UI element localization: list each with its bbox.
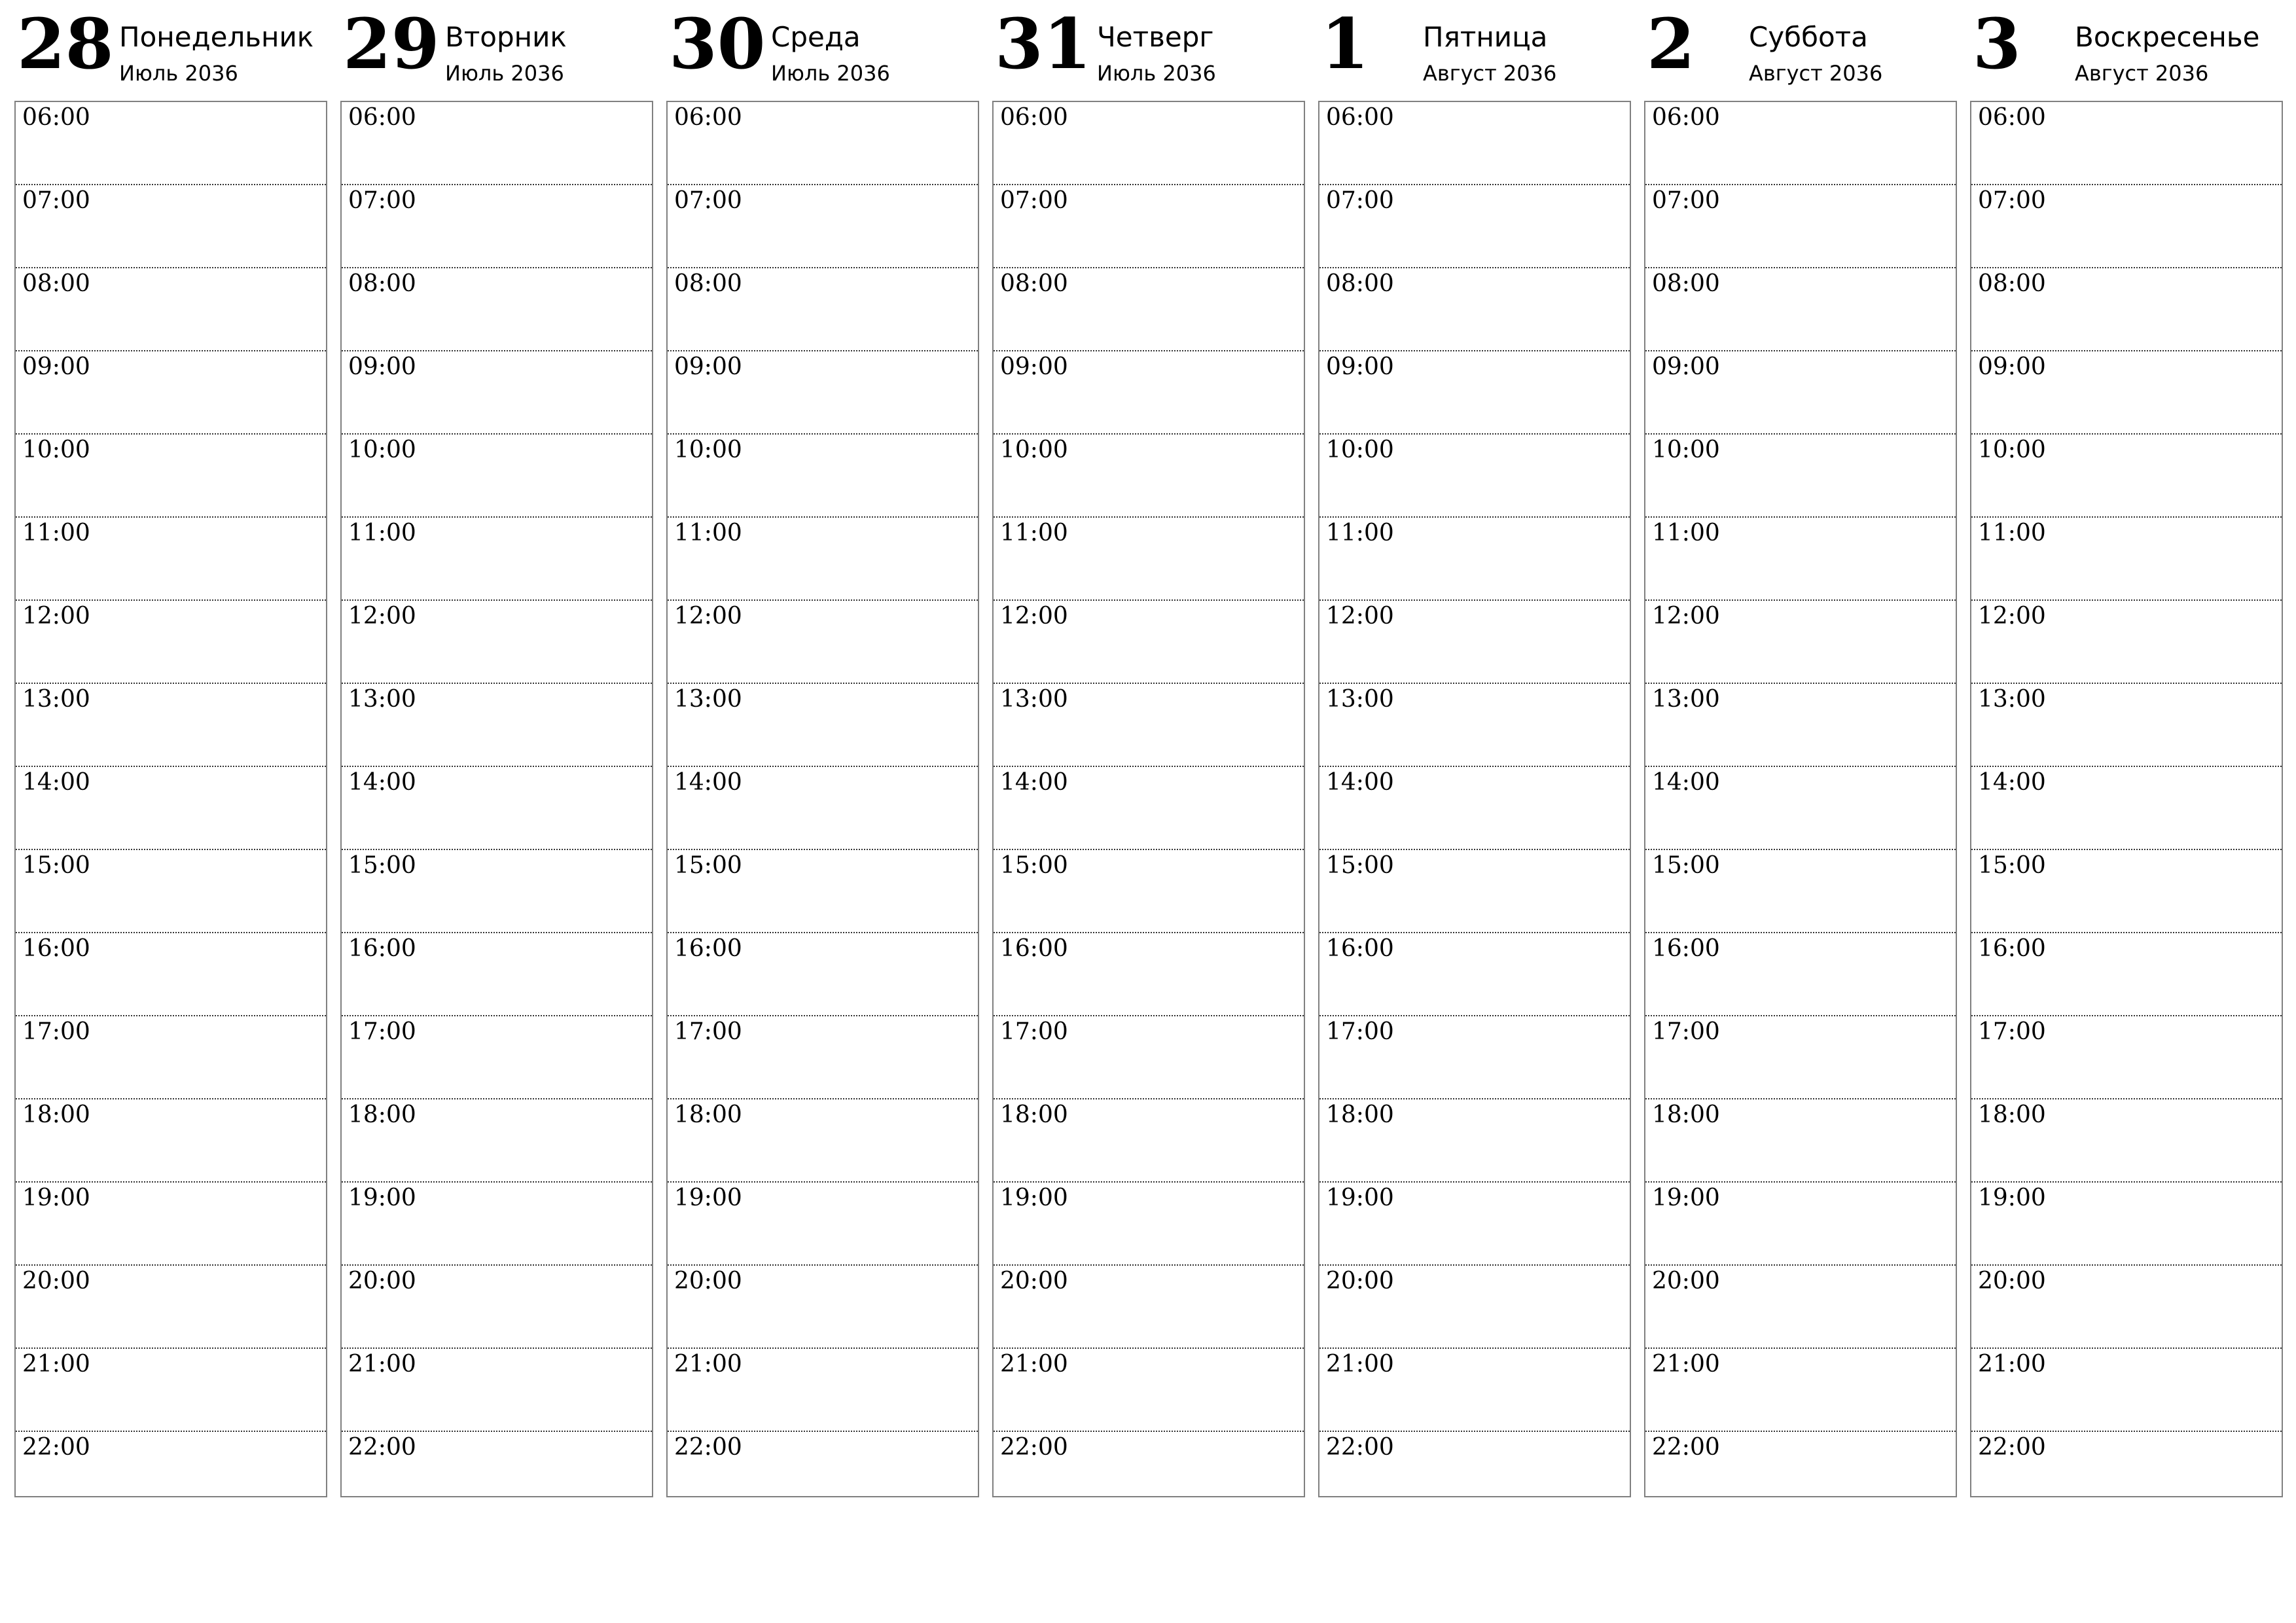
- time-label: 12:00: [1000, 603, 1068, 630]
- time-label: 13:00: [1000, 686, 1068, 713]
- time-label: 14:00: [674, 769, 742, 796]
- time-label: 09:00: [1000, 353, 1068, 380]
- time-label: 10:00: [1326, 437, 1394, 463]
- time-label: 22:00: [1652, 1434, 1720, 1461]
- time-slot[interactable]: [1645, 435, 1956, 518]
- time-label: 16:00: [1326, 935, 1394, 962]
- time-slot[interactable]: [1319, 1432, 1630, 1514]
- time-label: 20:00: [1000, 1268, 1068, 1294]
- time-label: 11:00: [1652, 520, 1720, 546]
- time-label: 07:00: [22, 187, 90, 214]
- day-schedule-box: [340, 101, 653, 1497]
- time-label: 06:00: [1000, 104, 1068, 131]
- time-label: 22:00: [674, 1434, 742, 1461]
- time-slot[interactable]: [668, 1099, 978, 1183]
- time-slot[interactable]: [342, 1016, 652, 1099]
- time-slot[interactable]: [16, 1266, 326, 1349]
- time-slot[interactable]: [1971, 518, 2282, 601]
- time-label: 11:00: [674, 520, 742, 546]
- time-slot[interactable]: [994, 1099, 1304, 1183]
- time-slot[interactable]: [1319, 684, 1630, 767]
- time-slot[interactable]: [342, 1183, 652, 1266]
- time-slot[interactable]: [1971, 1016, 2282, 1099]
- time-label: 12:00: [348, 603, 416, 630]
- time-label: 06:00: [348, 104, 416, 131]
- time-label: 14:00: [1978, 769, 2046, 796]
- time-slot[interactable]: [994, 435, 1304, 518]
- time-label: 18:00: [348, 1101, 416, 1128]
- time-label: 20:00: [1652, 1268, 1720, 1294]
- time-slot[interactable]: [1645, 1432, 1956, 1514]
- time-label: 20:00: [1978, 1268, 2046, 1294]
- time-slot[interactable]: [668, 351, 978, 435]
- time-slot[interactable]: [16, 850, 326, 933]
- time-slot[interactable]: [342, 518, 652, 601]
- time-label: 06:00: [1978, 104, 2046, 131]
- time-slot[interactable]: [342, 1349, 652, 1432]
- time-slot[interactable]: [16, 1099, 326, 1183]
- time-slot[interactable]: [1645, 767, 1956, 850]
- time-label: 08:00: [1000, 270, 1068, 297]
- time-label: 12:00: [674, 603, 742, 630]
- day-number: 30: [669, 3, 766, 84]
- time-slot[interactable]: [342, 850, 652, 933]
- time-slot[interactable]: [16, 1349, 326, 1432]
- time-slot[interactable]: [16, 601, 326, 684]
- time-label: 09:00: [1978, 353, 2046, 380]
- time-slot[interactable]: [1319, 1349, 1630, 1432]
- time-slot[interactable]: [1645, 1099, 1956, 1183]
- day-schedule-box: [1970, 101, 2283, 1497]
- month-year: Июль 2036: [1097, 61, 1216, 86]
- time-slot[interactable]: [1645, 850, 1956, 933]
- time-label: 16:00: [1978, 935, 2046, 962]
- time-slot[interactable]: [668, 185, 978, 268]
- time-label: 21:00: [1326, 1351, 1394, 1378]
- time-slot[interactable]: [668, 933, 978, 1016]
- time-label: 20:00: [674, 1268, 742, 1294]
- time-label: 15:00: [348, 852, 416, 879]
- time-label: 10:00: [348, 437, 416, 463]
- day-header: [666, 0, 979, 101]
- time-slot[interactable]: [668, 1183, 978, 1266]
- day-column: [992, 0, 1305, 1461]
- time-label: 15:00: [674, 852, 742, 879]
- time-slot[interactable]: [668, 850, 978, 933]
- day-header: [340, 0, 653, 101]
- time-label: 13:00: [1326, 686, 1394, 713]
- time-slot[interactable]: [1319, 850, 1630, 933]
- time-label: 16:00: [1000, 935, 1068, 962]
- day-header: [1318, 0, 1631, 101]
- time-label: 06:00: [1326, 104, 1394, 131]
- time-slot[interactable]: [994, 518, 1304, 601]
- time-label: 06:00: [22, 104, 90, 131]
- time-slot[interactable]: [1319, 435, 1630, 518]
- time-slot[interactable]: [1645, 1349, 1956, 1432]
- time-slot[interactable]: [1645, 268, 1956, 351]
- time-slot[interactable]: [16, 684, 326, 767]
- month-year: Август 2036: [1749, 61, 1883, 86]
- time-slot[interactable]: [994, 601, 1304, 684]
- time-slot[interactable]: [1319, 102, 1630, 185]
- day-number: 31: [995, 3, 1092, 84]
- month-year: Июль 2036: [119, 61, 238, 86]
- day-column: [1318, 0, 1631, 1461]
- time-label: 08:00: [1326, 270, 1394, 297]
- time-slot[interactable]: [1319, 185, 1630, 268]
- time-label: 07:00: [674, 187, 742, 214]
- time-label: 19:00: [1000, 1185, 1068, 1211]
- day-schedule-box: [666, 101, 979, 1497]
- time-slot[interactable]: [342, 268, 652, 351]
- time-label: 21:00: [348, 1351, 416, 1378]
- time-slot[interactable]: [16, 1432, 326, 1514]
- time-slot[interactable]: [994, 1432, 1304, 1514]
- time-slot[interactable]: [1645, 351, 1956, 435]
- time-slot[interactable]: [1971, 351, 2282, 435]
- day-name: Суббота: [1749, 21, 1868, 53]
- time-label: 09:00: [1652, 353, 1720, 380]
- time-label: 11:00: [22, 520, 90, 546]
- time-slot[interactable]: [1319, 1099, 1630, 1183]
- time-label: 18:00: [22, 1101, 90, 1128]
- day-name: Вторник: [445, 21, 567, 53]
- time-label: 10:00: [1000, 437, 1068, 463]
- time-slot[interactable]: [342, 1266, 652, 1349]
- time-label: 13:00: [1652, 686, 1720, 713]
- time-slot[interactable]: [668, 767, 978, 850]
- time-label: 14:00: [22, 769, 90, 796]
- time-slot[interactable]: [16, 351, 326, 435]
- month-year: Июль 2036: [771, 61, 890, 86]
- time-label: 12:00: [1978, 603, 2046, 630]
- time-slot[interactable]: [1971, 1183, 2282, 1266]
- time-label: 15:00: [1978, 852, 2046, 879]
- time-label: 10:00: [674, 437, 742, 463]
- time-slot[interactable]: [1319, 1266, 1630, 1349]
- time-slot[interactable]: [1645, 518, 1956, 601]
- time-slot[interactable]: [668, 1349, 978, 1432]
- day-header: [14, 0, 327, 101]
- day-number: 28: [17, 3, 114, 84]
- time-slot[interactable]: [1645, 933, 1956, 1016]
- time-slot[interactable]: [668, 102, 978, 185]
- day-column: [340, 0, 653, 1461]
- time-slot[interactable]: [1319, 1183, 1630, 1266]
- time-slot[interactable]: [16, 268, 326, 351]
- time-label: 17:00: [674, 1018, 742, 1045]
- time-label: 17:00: [22, 1018, 90, 1045]
- time-label: 07:00: [1978, 187, 2046, 214]
- time-slot[interactable]: [1319, 767, 1630, 850]
- time-slot[interactable]: [994, 185, 1304, 268]
- time-label: 19:00: [1326, 1185, 1394, 1211]
- time-slot[interactable]: [16, 767, 326, 850]
- time-slot[interactable]: [1971, 1099, 2282, 1183]
- time-slot[interactable]: [1971, 1432, 2282, 1514]
- day-number: 1: [1321, 3, 1369, 84]
- time-label: 06:00: [674, 104, 742, 131]
- time-label: 12:00: [1652, 603, 1720, 630]
- day-column: [1970, 0, 2283, 1461]
- time-label: 18:00: [674, 1101, 742, 1128]
- day-number: 2: [1647, 3, 1695, 84]
- time-slot[interactable]: [342, 767, 652, 850]
- time-slot[interactable]: [342, 185, 652, 268]
- time-label: 08:00: [348, 270, 416, 297]
- time-slot[interactable]: [1971, 850, 2282, 933]
- time-label: 21:00: [674, 1351, 742, 1378]
- time-slot[interactable]: [994, 268, 1304, 351]
- time-slot[interactable]: [1645, 102, 1956, 185]
- time-label: 19:00: [1978, 1185, 2046, 1211]
- time-label: 19:00: [674, 1185, 742, 1211]
- time-slot[interactable]: [342, 102, 652, 185]
- time-slot[interactable]: [668, 1266, 978, 1349]
- time-label: 21:00: [1978, 1351, 2046, 1378]
- time-label: 07:00: [348, 187, 416, 214]
- time-slot[interactable]: [994, 850, 1304, 933]
- time-slot[interactable]: [342, 351, 652, 435]
- time-slot[interactable]: [1971, 185, 2282, 268]
- time-label: 12:00: [1326, 603, 1394, 630]
- time-slot[interactable]: [1319, 518, 1630, 601]
- time-label: 22:00: [22, 1434, 90, 1461]
- time-slot[interactable]: [16, 933, 326, 1016]
- time-slot[interactable]: [668, 601, 978, 684]
- time-label: 14:00: [1652, 769, 1720, 796]
- day-column: [14, 0, 327, 1461]
- time-label: 14:00: [1000, 769, 1068, 796]
- time-slot[interactable]: [1319, 601, 1630, 684]
- time-label: 11:00: [1000, 520, 1068, 546]
- time-label: 09:00: [1326, 353, 1394, 380]
- time-slot[interactable]: [668, 268, 978, 351]
- time-label: 11:00: [1978, 520, 2046, 546]
- time-label: 17:00: [1978, 1018, 2046, 1045]
- time-label: 20:00: [348, 1268, 416, 1294]
- time-slot[interactable]: [342, 1099, 652, 1183]
- time-label: 13:00: [674, 686, 742, 713]
- time-label: 13:00: [22, 686, 90, 713]
- time-slot[interactable]: [1319, 351, 1630, 435]
- time-label: 19:00: [1652, 1185, 1720, 1211]
- time-slot[interactable]: [1645, 1016, 1956, 1099]
- time-label: 21:00: [1652, 1351, 1720, 1378]
- time-slot[interactable]: [1971, 601, 2282, 684]
- time-label: 17:00: [1326, 1018, 1394, 1045]
- time-label: 09:00: [348, 353, 416, 380]
- day-number: 3: [1973, 3, 2021, 84]
- time-slot[interactable]: [1645, 684, 1956, 767]
- time-slot[interactable]: [994, 684, 1304, 767]
- time-label: 08:00: [1978, 270, 2046, 297]
- time-label: 08:00: [1652, 270, 1720, 297]
- day-name: Среда: [771, 21, 861, 53]
- time-slot[interactable]: [1971, 684, 2282, 767]
- time-label: 07:00: [1652, 187, 1720, 214]
- time-label: 18:00: [1978, 1101, 2046, 1128]
- time-label: 13:00: [1978, 686, 2046, 713]
- time-label: 16:00: [22, 935, 90, 962]
- time-slot[interactable]: [994, 1266, 1304, 1349]
- time-slot[interactable]: [1319, 1016, 1630, 1099]
- time-label: 19:00: [22, 1185, 90, 1211]
- time-label: 20:00: [22, 1268, 90, 1294]
- time-slot[interactable]: [16, 435, 326, 518]
- day-header: [1644, 0, 1957, 101]
- time-label: 16:00: [1652, 935, 1720, 962]
- time-label: 20:00: [1326, 1268, 1394, 1294]
- time-slot[interactable]: [342, 435, 652, 518]
- month-year: Июль 2036: [445, 61, 564, 86]
- time-slot[interactable]: [1319, 933, 1630, 1016]
- time-label: 07:00: [1326, 187, 1394, 214]
- time-slot[interactable]: [668, 435, 978, 518]
- day-header: [992, 0, 1305, 101]
- time-label: 22:00: [1000, 1434, 1068, 1461]
- time-label: 11:00: [348, 520, 416, 546]
- time-label: 08:00: [674, 270, 742, 297]
- time-slot[interactable]: [994, 1349, 1304, 1432]
- time-slot[interactable]: [1971, 933, 2282, 1016]
- day-schedule-box: [1318, 101, 1631, 1497]
- time-label: 10:00: [22, 437, 90, 463]
- time-slot[interactable]: [342, 933, 652, 1016]
- time-slot[interactable]: [1971, 1266, 2282, 1349]
- day-schedule-box: [992, 101, 1305, 1497]
- time-label: 19:00: [348, 1185, 416, 1211]
- time-label: 22:00: [1326, 1434, 1394, 1461]
- day-header: [1970, 0, 2283, 101]
- time-slot[interactable]: [16, 185, 326, 268]
- time-slot[interactable]: [994, 767, 1304, 850]
- time-label: 14:00: [348, 769, 416, 796]
- day-column: [1644, 0, 1957, 1461]
- time-label: 09:00: [22, 353, 90, 380]
- time-label: 18:00: [1326, 1101, 1394, 1128]
- time-label: 18:00: [1000, 1101, 1068, 1128]
- time-label: 10:00: [1652, 437, 1720, 463]
- time-slot[interactable]: [668, 684, 978, 767]
- time-slot[interactable]: [342, 601, 652, 684]
- time-slot[interactable]: [1319, 268, 1630, 351]
- time-slot[interactable]: [1971, 767, 2282, 850]
- day-name: Пятница: [1423, 21, 1548, 53]
- time-label: 16:00: [674, 935, 742, 962]
- time-slot[interactable]: [16, 102, 326, 185]
- day-schedule-box: [1644, 101, 1957, 1497]
- time-slot[interactable]: [1645, 1266, 1956, 1349]
- month-year: Август 2036: [2075, 61, 2209, 86]
- day-name: Понедельник: [119, 21, 314, 53]
- time-slot[interactable]: [668, 1016, 978, 1099]
- time-label: 15:00: [1000, 852, 1068, 879]
- time-slot[interactable]: [1971, 268, 2282, 351]
- time-slot[interactable]: [668, 1432, 978, 1514]
- day-column: [666, 0, 979, 1461]
- time-slot[interactable]: [668, 518, 978, 601]
- time-slot[interactable]: [1971, 1349, 2282, 1432]
- time-slot[interactable]: [994, 102, 1304, 185]
- day-name: Воскресенье: [2075, 21, 2260, 53]
- time-label: 21:00: [1000, 1351, 1068, 1378]
- time-label: 15:00: [22, 852, 90, 879]
- time-label: 17:00: [1652, 1018, 1720, 1045]
- time-slot[interactable]: [994, 351, 1304, 435]
- time-label: 09:00: [674, 353, 742, 380]
- day-name: Четверг: [1097, 21, 1214, 53]
- time-slot[interactable]: [1645, 1183, 1956, 1266]
- time-label: 15:00: [1326, 852, 1394, 879]
- time-slot[interactable]: [16, 1016, 326, 1099]
- time-label: 15:00: [1652, 852, 1720, 879]
- time-label: 14:00: [1326, 769, 1394, 796]
- time-label: 08:00: [22, 270, 90, 297]
- time-label: 11:00: [1326, 520, 1394, 546]
- time-slot[interactable]: [1971, 102, 2282, 185]
- time-label: 17:00: [348, 1018, 416, 1045]
- time-slot[interactable]: [994, 933, 1304, 1016]
- day-number: 29: [343, 3, 440, 84]
- time-label: 18:00: [1652, 1101, 1720, 1128]
- time-slot[interactable]: [1645, 185, 1956, 268]
- time-label: 22:00: [348, 1434, 416, 1461]
- time-slot[interactable]: [342, 684, 652, 767]
- time-slot[interactable]: [994, 1183, 1304, 1266]
- time-slot[interactable]: [1971, 435, 2282, 518]
- time-label: 07:00: [1000, 187, 1068, 214]
- time-slot[interactable]: [16, 1183, 326, 1266]
- time-label: 22:00: [1978, 1434, 2046, 1461]
- time-slot[interactable]: [994, 1016, 1304, 1099]
- time-label: 21:00: [22, 1351, 90, 1378]
- time-slot[interactable]: [1645, 601, 1956, 684]
- time-label: 12:00: [22, 603, 90, 630]
- time-slot[interactable]: [16, 518, 326, 601]
- time-label: 10:00: [1978, 437, 2046, 463]
- time-label: 17:00: [1000, 1018, 1068, 1045]
- time-label: 16:00: [348, 935, 416, 962]
- month-year: Август 2036: [1423, 61, 1557, 86]
- time-slot[interactable]: [342, 1432, 652, 1514]
- time-label: 13:00: [348, 686, 416, 713]
- time-label: 06:00: [1652, 104, 1720, 131]
- day-schedule-box: [14, 101, 327, 1497]
